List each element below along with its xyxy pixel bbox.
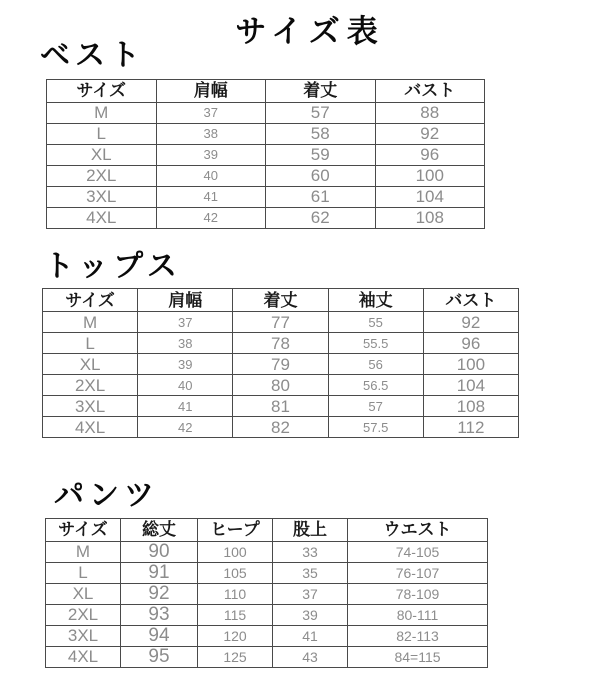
table-cell: 39 [138, 354, 233, 375]
column-header: サイズ [43, 289, 138, 312]
table-cell: 74-105 [348, 541, 488, 562]
column-header: 肩幅 [156, 79, 266, 102]
table-cell: 42 [156, 207, 266, 228]
column-header: ヒープ [198, 518, 273, 541]
table-cell: 57.5 [328, 417, 423, 438]
table-cell: XL [43, 354, 138, 375]
header-row [47, 79, 485, 102]
table-cell: 81 [233, 396, 328, 417]
table-cell: 37 [138, 312, 233, 333]
column-header: サイズ [47, 79, 157, 102]
pants-size-table [45, 518, 488, 668]
table-cell: 104 [375, 186, 485, 207]
table-cell: 80-111 [348, 604, 488, 625]
table-cell: 76-107 [348, 562, 488, 583]
table-cell: 59 [266, 144, 376, 165]
table-cell: 96 [375, 144, 485, 165]
table-cell: 4XL [46, 646, 121, 667]
table-row [46, 646, 488, 667]
section-title-pants: パンツ [54, 479, 159, 512]
table-cell: 35 [273, 562, 348, 583]
table-cell: 100 [375, 165, 485, 186]
table-cell: 95 [121, 646, 198, 667]
table-cell: 42 [138, 417, 233, 438]
column-header: バスト [423, 289, 518, 312]
table-row [46, 604, 488, 625]
section-vest [0, 39, 600, 229]
table-cell: 108 [423, 396, 518, 417]
section-title-vest: ベスト [40, 39, 145, 72]
table-cell: 80 [233, 375, 328, 396]
table-cell: 78-109 [348, 583, 488, 604]
table-cell: 3XL [46, 625, 121, 646]
table-cell: M [47, 102, 157, 123]
table-cell: L [46, 562, 121, 583]
section-title-tops: トップス [44, 249, 182, 283]
table-cell: 82 [233, 417, 328, 438]
table-cell: 108 [375, 207, 485, 228]
page-title: サイズ表 [235, 14, 385, 49]
table-cell: 100 [423, 354, 518, 375]
table-row [47, 186, 485, 207]
table-cell: 56.5 [328, 375, 423, 396]
table-cell: M [46, 541, 121, 562]
table-cell: 115 [198, 604, 273, 625]
table-cell: 39 [156, 144, 266, 165]
table-cell: 92 [375, 123, 485, 144]
table-cell: 2XL [47, 165, 157, 186]
table-cell: 91 [121, 562, 198, 583]
table-cell: M [43, 312, 138, 333]
table-cell: 57 [266, 102, 376, 123]
tops-size-table [42, 288, 519, 438]
column-header: ウエスト [348, 518, 488, 541]
table-row [46, 625, 488, 646]
table-cell: 90 [121, 541, 198, 562]
table-cell: 77 [233, 312, 328, 333]
table-row [47, 207, 485, 228]
table-cell: 43 [273, 646, 348, 667]
table-cell: 2XL [43, 375, 138, 396]
table-row [43, 354, 519, 375]
table-cell: 3XL [47, 186, 157, 207]
table-cell: 4XL [43, 417, 138, 438]
table-cell: 55 [328, 312, 423, 333]
header-row [46, 518, 488, 541]
table-cell: 56 [328, 354, 423, 375]
table-row [43, 396, 519, 417]
table-cell: 37 [156, 102, 266, 123]
table-cell: XL [47, 144, 157, 165]
column-header: 肩幅 [138, 289, 233, 312]
column-header: 総丈 [121, 518, 198, 541]
table-cell: 38 [138, 333, 233, 354]
table-row [43, 333, 519, 354]
table-cell: 125 [198, 646, 273, 667]
table-cell: 96 [423, 333, 518, 354]
table-cell: 57 [328, 396, 423, 417]
table-cell: 60 [266, 165, 376, 186]
table-cell: 61 [266, 186, 376, 207]
table-cell: 40 [156, 165, 266, 186]
column-header: サイズ [46, 518, 121, 541]
table-row [46, 541, 488, 562]
table-cell: 55.5 [328, 333, 423, 354]
table-cell: 84=115 [348, 646, 488, 667]
table-cell: 92 [423, 312, 518, 333]
table-cell: 40 [138, 375, 233, 396]
table-cell: 3XL [43, 396, 138, 417]
column-header: 袖丈 [328, 289, 423, 312]
table-cell: 79 [233, 354, 328, 375]
table-cell: 62 [266, 207, 376, 228]
table-row [47, 144, 485, 165]
table-cell: 39 [273, 604, 348, 625]
table-cell: L [43, 333, 138, 354]
table-cell: 4XL [47, 207, 157, 228]
table-cell: 94 [121, 625, 198, 646]
table-cell: 105 [198, 562, 273, 583]
table-cell: 88 [375, 102, 485, 123]
table-cell: 37 [273, 583, 348, 604]
table-row [43, 312, 519, 333]
table-cell: 41 [156, 186, 266, 207]
table-row [47, 165, 485, 186]
table-cell: L [47, 123, 157, 144]
section-pants [0, 479, 600, 668]
table-cell: 92 [121, 583, 198, 604]
column-header: 着丈 [266, 79, 376, 102]
vest-size-table [46, 79, 485, 229]
table-row [46, 562, 488, 583]
table-row [43, 417, 519, 438]
table-cell: 100 [198, 541, 273, 562]
table-cell: 33 [273, 541, 348, 562]
table-row [47, 102, 485, 123]
table-cell: 112 [423, 417, 518, 438]
table-cell: 78 [233, 333, 328, 354]
table-cell: XL [46, 583, 121, 604]
table-row [46, 583, 488, 604]
table-row [47, 123, 485, 144]
table-cell: 41 [138, 396, 233, 417]
column-header: 股上 [273, 518, 348, 541]
table-cell: 82-113 [348, 625, 488, 646]
column-header: バスト [375, 79, 485, 102]
table-cell: 93 [121, 604, 198, 625]
table-cell: 2XL [46, 604, 121, 625]
table-row [43, 375, 519, 396]
table-cell: 41 [273, 625, 348, 646]
column-header: 着丈 [233, 289, 328, 312]
table-cell: 58 [266, 123, 376, 144]
table-cell: 38 [156, 123, 266, 144]
table-cell: 110 [198, 583, 273, 604]
header-row [43, 289, 519, 312]
table-cell: 120 [198, 625, 273, 646]
section-tops [0, 250, 600, 439]
table-cell: 104 [423, 375, 518, 396]
